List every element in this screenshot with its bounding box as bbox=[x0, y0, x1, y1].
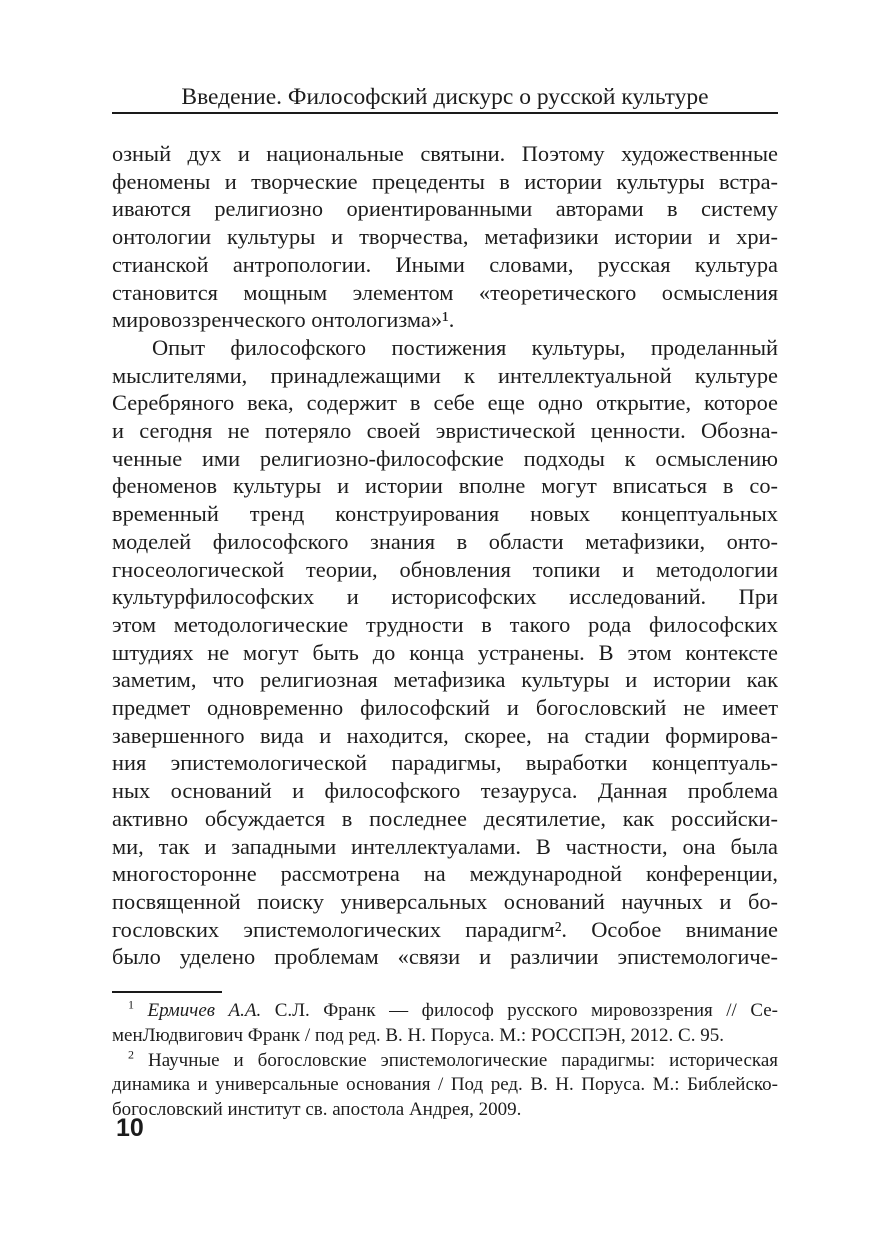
text-line: ми, так и западными интеллектуалами. В частности, она была bbox=[112, 833, 778, 859]
footnote-line bbox=[112, 1049, 778, 1074]
text-line: многосторонне рассмотрена на международной конференции, bbox=[112, 861, 778, 887]
text-line: мыслителями, принадлежащими к интеллектуальной культуре bbox=[112, 362, 778, 388]
footnote-line bbox=[112, 1024, 778, 1049]
footnote-text: С.Л. Франк — философ русского мировоззрения // Се- bbox=[261, 1000, 779, 1021]
text-line: Серебряного века, содержит в себе еще одно открытие, которое bbox=[112, 390, 778, 416]
text-line: феноменов культуры и истории вполне могут вписаться в со- bbox=[112, 473, 778, 499]
footnote-text bbox=[134, 1050, 148, 1071]
footnote-text: богословский институт св. апостола Андрея, 2009. bbox=[112, 1099, 522, 1121]
text-line: онтологии культуры и творчества, метафизики истории и хри- bbox=[112, 224, 778, 250]
footnote-text: Ермичев А.А. bbox=[147, 1000, 262, 1021]
text-line: иваются религиозно ориентированными авторами в систему bbox=[112, 196, 778, 222]
page-number: 10 bbox=[116, 1114, 144, 1142]
footnote-text bbox=[134, 1000, 148, 1021]
text-line: гносеологической теории, обновления топики и методологии bbox=[112, 556, 778, 582]
running-header: Введение. Философский дискурс о русской культуре bbox=[181, 84, 709, 110]
footnote-text: менЛюдвигович Франк / под ред. В. Н. Поруса. М.: РОССПЭН, 2012. С. 95. bbox=[112, 1024, 724, 1046]
footnote-marker: 1 bbox=[128, 997, 134, 1012]
text-line: этом методологические трудности в такого рода философских bbox=[112, 611, 778, 637]
text-line: феномены и творческие прецеденты в истории культуры встра- bbox=[112, 168, 778, 194]
text-line: ченные ими религиозно-философские подходы к осмыслению bbox=[112, 445, 778, 471]
text-line: гословских эпистемологических парадигм². Особое внимание bbox=[112, 916, 778, 942]
text-line: было уделено проблемам «связи и различии эпистемологиче- bbox=[112, 944, 778, 970]
text-line: Опыт философского постижения культуры, проделанный bbox=[152, 334, 778, 360]
footnote-marker: 2 bbox=[128, 1047, 134, 1062]
text-line: предмет одновременно философский и богословский не имеет bbox=[112, 695, 778, 721]
text-line: активно обсуждается в последнее десятилетие, как российски- bbox=[112, 805, 778, 831]
footnote-separator bbox=[112, 991, 222, 993]
footnote-line bbox=[112, 1073, 778, 1098]
text-line: стианской антропологии. Иными словами, русская культура bbox=[112, 251, 778, 277]
text-line: моделей философского знания в области метафизики, онто- bbox=[112, 528, 778, 554]
text-line: и сегодня не потеряло своей эвристической ценности. Обозна- bbox=[112, 418, 778, 444]
text-line: штудиях не могут быть до конца устранены. В этом контексте bbox=[112, 639, 778, 665]
footnote-line bbox=[112, 999, 778, 1024]
header-rule bbox=[112, 112, 778, 114]
text-line: становится мощным элементом «теоретического осмысления bbox=[112, 279, 778, 305]
text-line: культурфилософских и историсофских исследований. При bbox=[112, 584, 778, 610]
footnote-text: динамика и универсальные основания / Под ред. В. Н. Поруса. М.: Библейско- bbox=[112, 1074, 778, 1096]
text-line: ных оснований и философского тезауруса. Данная проблема bbox=[112, 778, 778, 804]
text-line: ния эпистемологической парадигмы, выработки концептуаль- bbox=[112, 750, 778, 776]
text-line: мировоззренческого онтологизма»¹. bbox=[112, 307, 455, 333]
footnote-line bbox=[112, 1098, 778, 1123]
text-line: посвященной поиску универсальных оснований научных и бо- bbox=[112, 888, 778, 914]
footnote-text: Научные и богословские эпистемологические парадигмы: историческая bbox=[147, 1049, 778, 1071]
body-text bbox=[112, 140, 778, 971]
text-line: заметим, что религиозная метафизика культуры и истории как bbox=[112, 667, 778, 693]
text-line: временный тренд конструирования новых концептуальных bbox=[112, 501, 778, 527]
text-line: завершенного вида и находится, скорее, на стадии формирова- bbox=[112, 722, 778, 748]
footnotes bbox=[112, 999, 778, 1123]
text-line: озный дух и национальные святыни. Поэтому художественные bbox=[112, 141, 778, 166]
